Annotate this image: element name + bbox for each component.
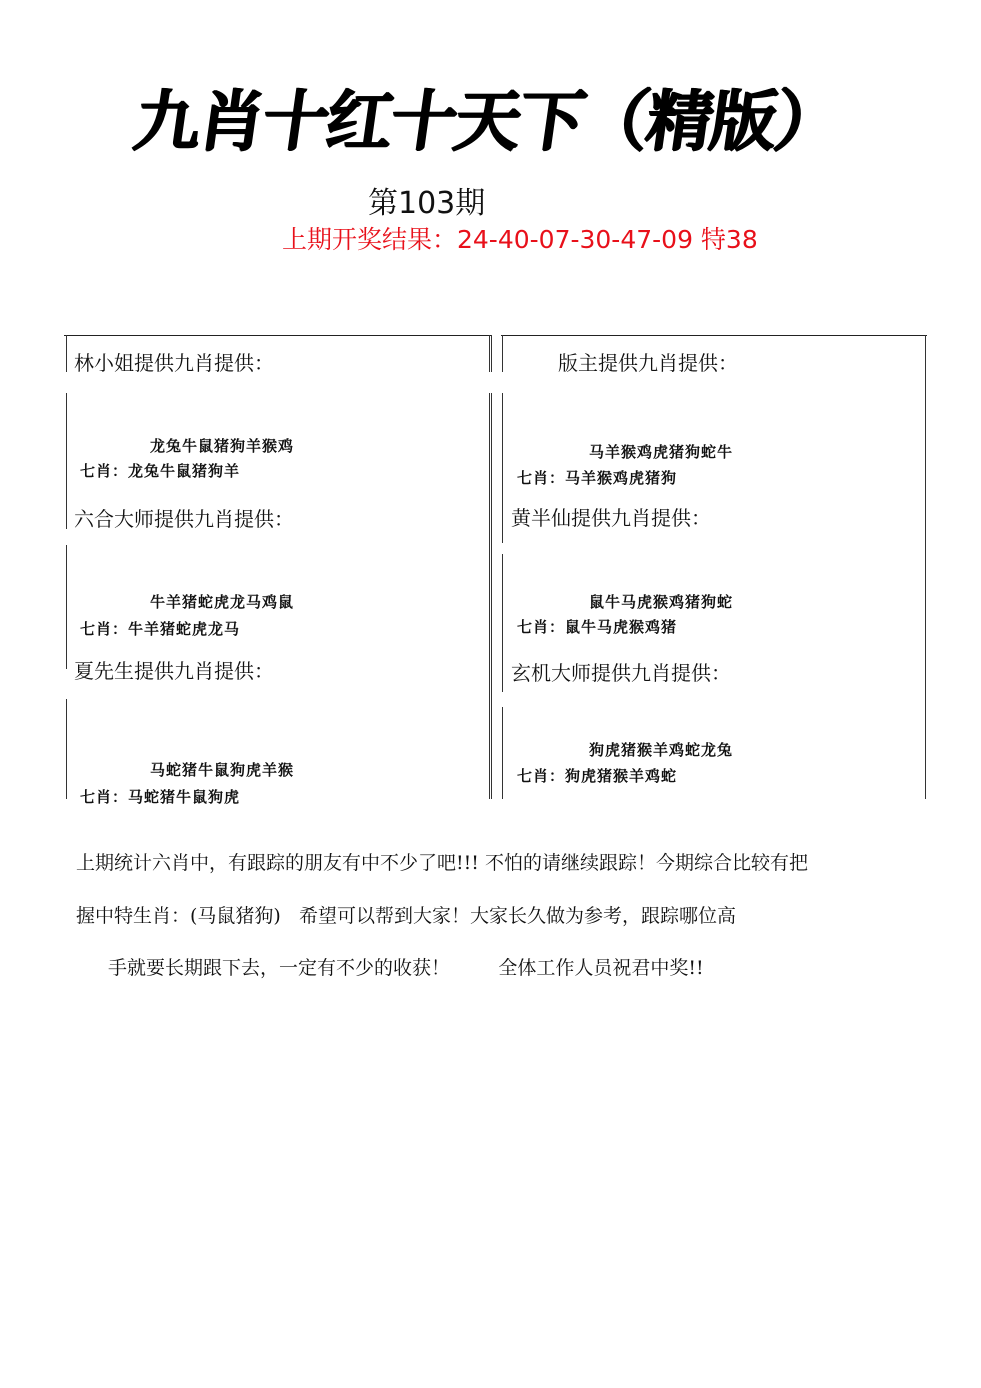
box-left-border-segment bbox=[502, 393, 503, 543]
section-title: 版主提供九肖提供： bbox=[558, 351, 738, 375]
right-prediction-box bbox=[501, 335, 927, 800]
section-title: 黄半仙提供九肖提供： bbox=[511, 506, 711, 530]
box-right-border-segment bbox=[489, 335, 490, 372]
section-title: 夏先生提供九肖提供： bbox=[74, 659, 274, 683]
footer-line-2: 握中特生肖：(马鼠猪狗) 希望可以帮到大家！大家长久做为参考，跟踪哪位高 bbox=[76, 905, 736, 927]
nine-zodiac-list: 牛羊猪蛇虎龙马鸡鼠 bbox=[150, 593, 295, 611]
box-left-border-segment bbox=[66, 335, 67, 372]
section-title: 林小姐提供九肖提供： bbox=[74, 351, 274, 375]
column-divider-segment bbox=[491, 335, 492, 372]
seven-zodiac-row bbox=[517, 468, 677, 488]
footer-line-3: 手就要长期跟下去，一定有不少的收获！ 全体工作人员祝君中奖!! bbox=[108, 957, 704, 979]
box-left-border-segment bbox=[502, 335, 503, 372]
box-left-border-segment bbox=[502, 707, 503, 799]
box-left-border-segment bbox=[66, 699, 67, 799]
seven-zodiac-list: 鼠牛马虎猴鸡猪 bbox=[565, 618, 678, 636]
seven-zodiac-row bbox=[517, 766, 677, 786]
box-right-border-segment bbox=[489, 393, 490, 799]
box-left-border-segment bbox=[66, 545, 67, 669]
seven-zodiac-list: 马蛇猪牛鼠狗虎 bbox=[128, 788, 241, 806]
section-title: 玄机大师提供九肖提供： bbox=[511, 661, 731, 685]
seven-zodiac-list: 马羊猴鸡虎猪狗 bbox=[565, 469, 678, 487]
seven-zodiac-list: 狗虎猪猴羊鸡蛇 bbox=[565, 767, 678, 785]
box-left-border-segment bbox=[66, 498, 67, 529]
column-divider-segment bbox=[491, 393, 492, 799]
page-title: 九肖十红十天下（精版） bbox=[129, 83, 845, 160]
box-right-border bbox=[925, 335, 926, 799]
left-prediction-box bbox=[64, 335, 491, 806]
footer-line-1: 上期统计六肖中，有跟踪的朋友有中不少了吧!!! 不怕的请继续跟踪！今期综合比较有把 bbox=[76, 852, 808, 874]
nine-zodiac-list: 狗虎猪猴羊鸡蛇龙兔 bbox=[589, 741, 734, 759]
issue-number: 第103期 bbox=[368, 186, 486, 221]
seven-label: 七肖： bbox=[80, 620, 129, 638]
section-title: 六合大师提供九肖提供： bbox=[74, 507, 294, 531]
box-top-border bbox=[501, 335, 927, 336]
seven-zodiac-list: 龙兔牛鼠猪狗羊 bbox=[128, 462, 241, 480]
nine-zodiac-list: 鼠牛马虎猴鸡猪狗蛇 bbox=[589, 593, 734, 611]
nine-zodiac-list: 马蛇猪牛鼠狗虎羊猴 bbox=[150, 761, 295, 779]
seven-zodiac-row bbox=[517, 617, 677, 637]
last-draw-result: 上期开奖结果：24-40-07-30-47-09 特38 bbox=[282, 225, 758, 254]
seven-label: 七肖： bbox=[517, 469, 566, 487]
seven-label: 七肖： bbox=[80, 788, 129, 806]
seven-label: 七肖： bbox=[517, 767, 566, 785]
nine-zodiac-list: 马羊猴鸡虎猪狗蛇牛 bbox=[589, 443, 734, 461]
nine-zodiac-list: 龙兔牛鼠猪狗羊猴鸡 bbox=[150, 437, 295, 455]
seven-zodiac-row bbox=[80, 461, 240, 481]
box-top-border bbox=[64, 335, 491, 336]
seven-zodiac-row bbox=[80, 619, 240, 639]
seven-label: 七肖： bbox=[517, 618, 566, 636]
seven-zodiac-row bbox=[80, 787, 240, 807]
seven-zodiac-list: 牛羊猪蛇虎龙马 bbox=[128, 620, 241, 638]
seven-label: 七肖： bbox=[80, 462, 129, 480]
box-left-border-segment bbox=[502, 554, 503, 692]
